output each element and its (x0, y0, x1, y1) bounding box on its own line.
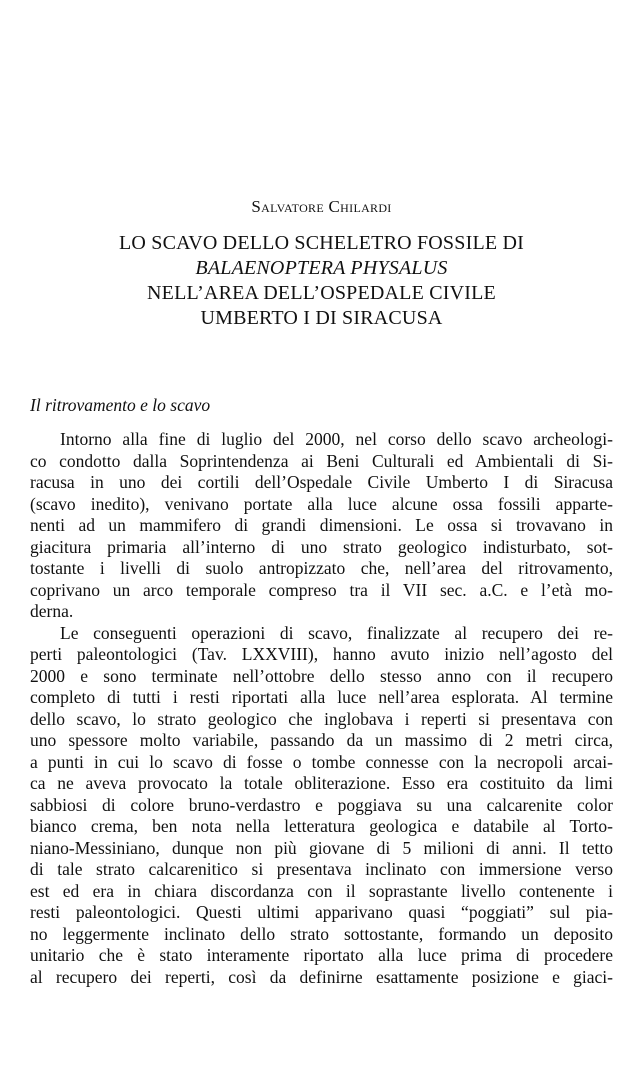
body-line: ca ne aveva provocato la totale obliterazione. Esso era costituito da limi (30, 773, 613, 793)
body-line: racusa in uno dei cortili dell’Ospedale Civile Umberto I di Siracusa (30, 472, 613, 492)
author-name: Salvatore Chilardi (251, 197, 392, 216)
title-line: UMBERTO I DI SIRACUSA (200, 307, 443, 329)
body-line: perti paleontologici (Tav. LXXVIII), hanno avuto inizio nell’agosto del (30, 644, 613, 664)
body-text (30, 429, 613, 988)
body-line: al recupero dei reperti, così da definirne esattamente posizione e giaci- (30, 966, 613, 987)
article-title (30, 231, 613, 331)
section-heading: Il ritrovamento e lo scavo (30, 395, 211, 415)
body-line: nenti ad un mammifero di grandi dimensioni. Le ossa si trovavano in (30, 515, 613, 535)
body-line: giacitura primaria all’interno di uno strato geologico indisturbato, sot- (30, 536, 613, 557)
body-line: no leggermente inclinato dello strato sottostante, formando un deposito (30, 923, 613, 944)
body-line: 2000 e sono terminate nell’ottobre dello stesso anno con il recupero (30, 665, 613, 686)
body-line: di tale strato calcarenitico si presentava inclinato con immersione verso (30, 859, 613, 879)
body-line: co condotto dalla Soprintendenza ai Beni Culturali ed Ambientali di Si- (30, 450, 613, 471)
body-line: niano-Messiniano, dunque non più giovane di 5 milioni di anni. Il tetto (30, 837, 613, 858)
body-line: est ed era in chiara discordanza con il soprastante livello contenente i (30, 880, 613, 901)
body-line: sabbiosi di colore bruno-verdastro e poggiava su una calcarenite color (30, 794, 613, 815)
body-line: a punti in cui lo scavo di fosse o tombe connesse con la necropoli arcai- (30, 751, 613, 772)
body-line: uno spessore molto variabile, passando da un massimo di 2 metri circa, (30, 730, 613, 750)
page (30, 0, 613, 1080)
body-line: coprivano un arco temporale compreso tra il VII sec. a.C. e l’età mo- (30, 579, 613, 600)
title-line-species: BALAENOPTERA PHYSALUS (195, 257, 448, 279)
title-line: LO SCAVO DELLO SCHELETRO FOSSILE DI (119, 232, 524, 254)
body-line: Le conseguenti operazioni di scavo, finalizzate al recupero dei re- (60, 622, 613, 643)
title-line: NELL’AREA DELL’OSPEDALE CIVILE (147, 282, 496, 304)
body-line: bianco crema, ben nota nella letteratura geologica e databile al Torto- (30, 816, 613, 836)
body-line: resti paleontologici. Questi ultimi apparivano quasi “poggiati” sul pia- (30, 902, 613, 922)
body-line: derna. (30, 601, 74, 621)
body-line: unitario che è stato interamente riportato alla luce prima di procedere (30, 945, 613, 965)
body-line: tostante i livelli di suolo antropizzato che, nell’area del ritrovamento, (30, 558, 613, 578)
body-line: (scavo inedito), venivano portate alla luce alcune ossa fossili apparte- (30, 493, 613, 514)
body-line: dello scavo, lo strato geologico che inglobava i reperti si presentava con (30, 708, 613, 729)
body-line: Intorno alla fine di luglio del 2000, nel corso dello scavo archeologi- (60, 429, 613, 449)
body-line: completo di tutti i resti riportati alla luce nell’area esplorata. Al termine (30, 687, 613, 707)
